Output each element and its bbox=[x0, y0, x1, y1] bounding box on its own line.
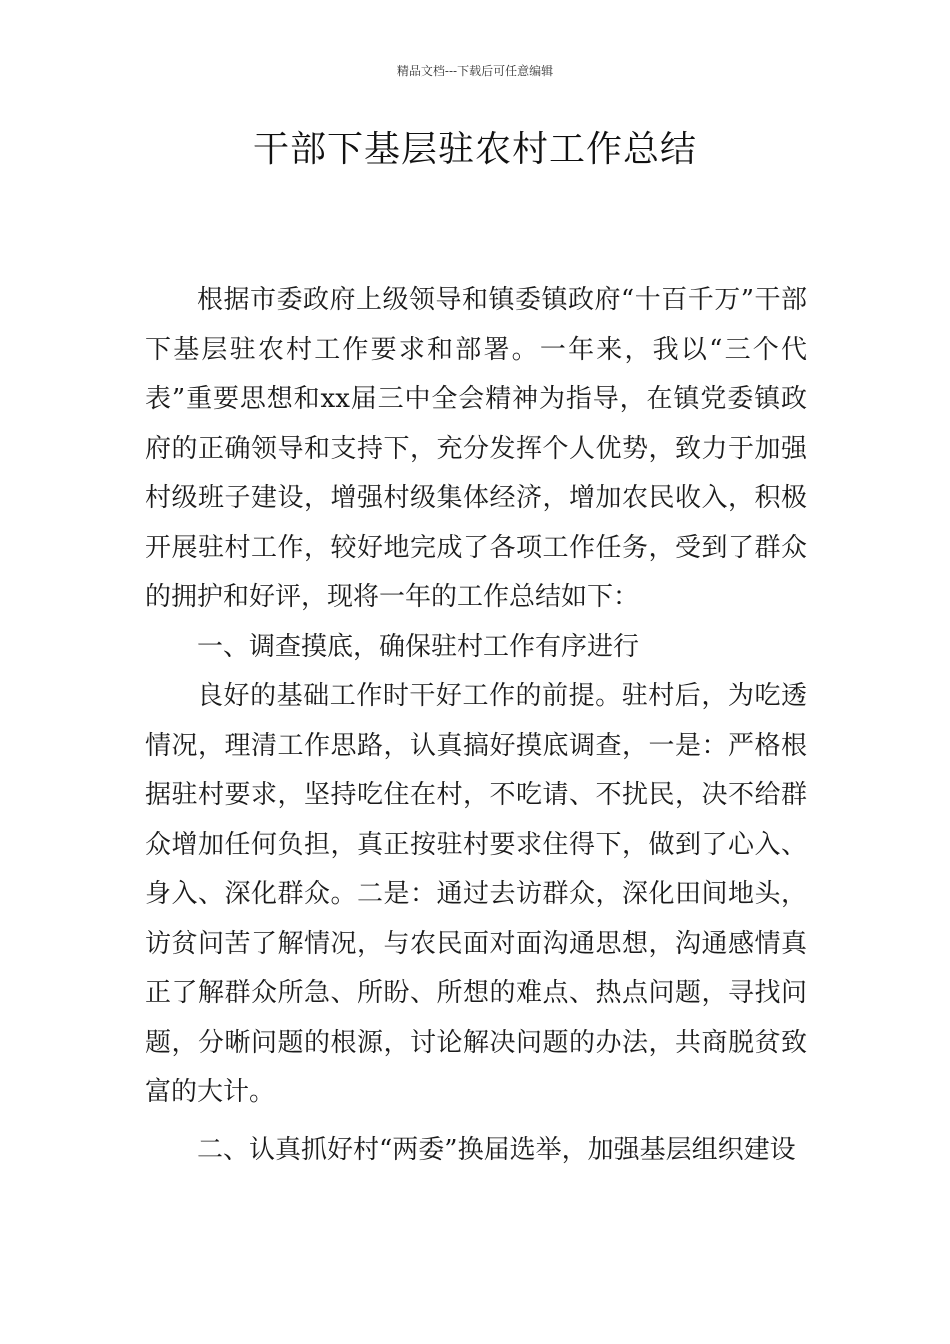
section-heading-1: 一、调查摸底，确保驻村工作有序进行 bbox=[197, 631, 640, 662]
paragraph-intro: 根据市委政府上级领导和镇委镇政府“十百千万”干部下基层驻农村工作要求和部署。一年来，我以“三个代表”重要思想和xx届三中全会精神为指导，在镇党委镇政府的正确领导和支持下，充分发挥个人优势，致力于加强村级班子建设，增强村级集体经济，增加农民收入，积极开展驻村工作，较好地完成了各项工作任务，受到了群众的拥护和好评，现将一年的工作总结如下： bbox=[145, 285, 807, 612]
document-title: 干部下基层驻农村工作总结 bbox=[252, 129, 697, 170]
document-body bbox=[145, 276, 807, 1175]
header-note: 精品文档---下载后可任意编辑 bbox=[396, 64, 554, 78]
section-heading-2: 二、认真抓好村“两委”换届选举，加强基层组织建设 bbox=[197, 1134, 796, 1165]
paragraph-section-1: 良好的基础工作时干好工作的前提。驻村后，为吃透情况，理清工作思路，认真搞好摸底调查，一是：严格根据驻村要求，坚持吃住在村，不吃请、不扰民，决不给群众增加任何负担，真正按驻村要求住得下，做到了心入、身入、深化群众。二是：通过去访群众，深化田间地头，访贫问苦了解情况，与农民面对面沟通思想，沟通感情真正了解群众所急、所盼、所想的难点、热点问题，寻找问题，分晰问题的根源，讨论解决问题的办法，共商脱贫致富的大计。 bbox=[145, 681, 807, 1107]
